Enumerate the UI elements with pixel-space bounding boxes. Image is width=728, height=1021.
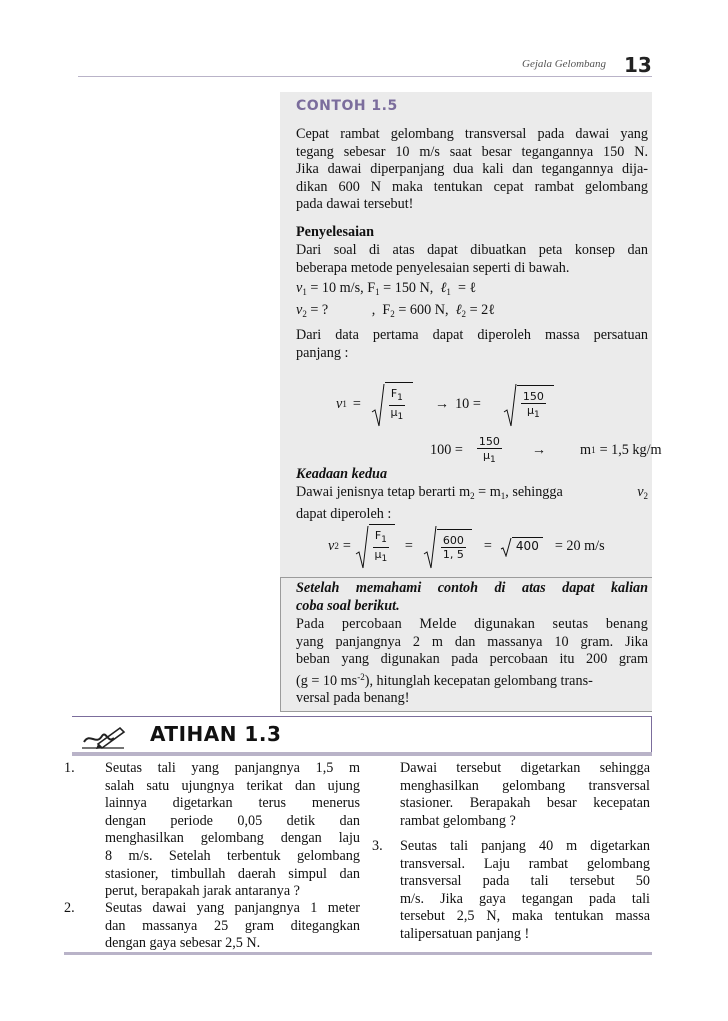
item-number: 1. [64, 760, 75, 776]
item-line: dan massanya 25 gram ditegangkan [105, 917, 360, 934]
subscript: 2 [643, 491, 648, 501]
sqrt-sign [500, 537, 512, 557]
item-line: Seutas tali yang panjangnya 1,5 m [105, 760, 360, 776]
after-heading [296, 580, 648, 615]
numerator: 150 [522, 389, 544, 403]
fraction [477, 435, 502, 467]
subscript: 1 [381, 554, 388, 564]
practice-text: (g = 10 ms [296, 672, 358, 689]
item-line: Seutas dawai yang panjangnya 1 meter [105, 900, 360, 916]
item-line: m/s. Jika gaya tegangan pada tali [400, 890, 650, 907]
denominator: μ [526, 403, 534, 417]
length-symbol: ℓ [455, 302, 462, 318]
after-heading-line: coba soal berikut. [296, 597, 400, 614]
item-line: talipersatuan panjang ! [400, 925, 530, 942]
practice-line: beban yang digunakan pada percobaan itu 200 gram [296, 651, 648, 668]
numerator: 150 [478, 435, 500, 448]
item-line: 8 m/s. Setelah terbentuk gelombang [105, 847, 360, 864]
sqrt-sign [371, 382, 385, 428]
second-state-line [296, 484, 648, 506]
subscript: 1 [489, 455, 496, 465]
subscript: 1 [533, 409, 540, 420]
problem-line: Jika dawai diperpanjang dua kali dan tegangannya dija- [296, 161, 648, 178]
second-state-heading: Keadaan kedua [296, 466, 388, 482]
mass-intro-line: Dari data pertama dapat diperoleh massa persatuan [296, 327, 648, 343]
item-line: tersebut 2,5 N, maka tentukan massa [400, 908, 650, 925]
second-state-line: dapat diperoleh : [296, 505, 392, 522]
numerator: F [390, 387, 398, 400]
given-value: = 10 m/s, F [310, 280, 376, 296]
subscript: 2 [390, 309, 395, 319]
eq-lhs: 100 = [430, 442, 463, 459]
separator: , [371, 302, 376, 318]
practice-line [296, 669, 648, 691]
eq-result: = 20 m/s [554, 538, 605, 555]
second-state [296, 484, 648, 523]
fraction [521, 390, 546, 422]
solution-intro [296, 242, 648, 277]
equation-1 [336, 380, 554, 430]
radicand: 400 [512, 537, 543, 556]
subscript: 1 [381, 535, 387, 545]
eq-lhs: v [328, 538, 335, 555]
denominator: μ [482, 449, 490, 462]
subscript: 2 [470, 491, 475, 501]
second-state-text: Dawai jenisnya tetap berarti m [296, 484, 471, 500]
sqrt-sign [355, 524, 369, 570]
problem-line: Cepat rambat gelombang transversal pada dawai yang [296, 126, 648, 142]
arrow-icon: → [531, 442, 547, 459]
denominator: μ [374, 548, 382, 561]
item-line: transversal. Laju rambat gelombang [400, 855, 650, 872]
fraction [389, 387, 405, 424]
running-title: Gejala Gelombang [522, 58, 607, 70]
problem-line: pada dawai tersebut! [296, 196, 414, 213]
mass-intro-line: panjang : [296, 344, 349, 361]
eq-result: m [580, 442, 592, 459]
equation-2 [430, 434, 662, 468]
eq-sign: = [342, 538, 351, 555]
denominator: 1, 5 [442, 548, 464, 561]
subscript: 1 [342, 399, 347, 410]
numerator: F [374, 529, 382, 542]
item-line: perut, berapakah jarak antaranya ? [105, 883, 300, 900]
exercise-header-bar [72, 752, 652, 756]
item-line: Seutas tali panjang 40 m digetarkan [400, 838, 650, 854]
subscript: 1 [397, 393, 403, 403]
subscript: 2 [302, 309, 307, 319]
solution-heading: Penyelesaian [296, 224, 375, 240]
solution-line: Dari soal di atas dapat dibuatkan peta konsep dan [296, 242, 648, 258]
subscript: 1 [375, 287, 380, 297]
after-heading-line: Setelah memahami contoh di atas dapat kalian [296, 580, 648, 596]
given-value: F [382, 302, 391, 318]
arrow-icon: → [434, 396, 450, 413]
velocity-symbol: v [296, 280, 303, 296]
item-line: menghasilkan gelombang transversal [400, 777, 650, 794]
example-problem [296, 126, 648, 214]
given-value: = 2ℓ [469, 302, 496, 318]
problem-line: dikan 600 N maka tentukan cepat rambat gelombang [296, 178, 648, 195]
solution-line: beberapa metode penyelesaian seperti di bawah. [296, 259, 570, 276]
subscript: 2 [461, 309, 467, 319]
item-line: menghasilkan gelombang dengan laju [105, 830, 360, 847]
given-value: = ℓ [457, 280, 477, 296]
page-number: 13 [624, 53, 652, 77]
header-rule [78, 76, 652, 77]
practice-line: yang panjangnya 2 m dan massanya 10 gram. Jika [296, 633, 648, 650]
item-line: stasioner, timbullah daerah simpul dan [105, 865, 360, 882]
denominator: μ [390, 406, 398, 419]
sqrt-sign [423, 524, 437, 570]
exercise-item-3 [372, 838, 650, 944]
eq-sign: = [352, 396, 361, 413]
sqrt-sign [503, 382, 517, 428]
given-line-1 [296, 280, 476, 302]
practice-problem [296, 616, 648, 708]
fraction [441, 534, 466, 561]
eq-sign: = [483, 538, 492, 555]
mass-intro [296, 327, 648, 362]
exercise-item-1 [64, 760, 360, 901]
superscript: -2 [357, 671, 365, 682]
given-value: = 150 N, [383, 280, 434, 296]
velocity-symbol: v [637, 484, 644, 500]
length-symbol: ℓ [440, 280, 447, 296]
item-line: stasioner. Berapakah besar kecepatan [400, 795, 650, 812]
practice-line: Pada percobaan Melde digunakan seutas benang [296, 616, 648, 632]
eq-result: = 1,5 kg/m [599, 442, 662, 459]
eq-sign: = [404, 538, 413, 555]
problem-line: tegang sebesar 10 m/s saat besar tegangannya 150 N. [296, 143, 648, 160]
pencil-writing-icon [80, 722, 128, 750]
eq-lhs: v [336, 396, 343, 413]
velocity-symbol: v [296, 302, 303, 318]
item-line: rambat gelombang ? [400, 812, 516, 829]
item-line: Dawai tersebut digetarkan sehingga [400, 760, 650, 776]
exercise-item-2-continued [400, 760, 650, 830]
equation-3 [328, 522, 605, 572]
item-line: transversal pada tali tersebut 50 [400, 873, 650, 890]
example-heading: CONTOH 1.5 [296, 98, 398, 114]
item-line: dengan gaya sebesar 2,5 N. [105, 935, 261, 952]
item-number: 2. [64, 900, 75, 916]
subscript: 2 [334, 541, 339, 552]
item-line: lainnya digetarkan terus menerus [105, 795, 360, 812]
subscript: 1 [500, 491, 506, 501]
subscript: 1 [591, 445, 596, 456]
item-line: salah satu ujungnya terikat dan ujung [105, 777, 360, 794]
given-value: = 600 N, [398, 302, 449, 318]
subscript: 1 [397, 412, 404, 422]
practice-text: ), hitunglah kecepatan gelombang trans- [364, 672, 593, 689]
numerator: 600 [442, 534, 464, 547]
fraction [373, 529, 389, 566]
practice-line: versal pada benang! [296, 690, 410, 707]
eq-mid: 10 = [455, 396, 481, 413]
item-number: 3. [372, 838, 383, 854]
second-state-text: = m [478, 484, 501, 500]
subscript: 1 [302, 287, 307, 297]
item-line: dengan periode 0,05 detik dan [105, 812, 360, 829]
second-state-text: , sehingga [505, 484, 563, 500]
given-line-2 [296, 302, 495, 324]
subscript: 1 [446, 287, 451, 297]
exercise-heading: ATIHAN 1.3 [150, 722, 282, 746]
exercise-item-2 [64, 900, 360, 953]
given-value: = ? [310, 302, 329, 318]
footer-rule [64, 952, 652, 955]
